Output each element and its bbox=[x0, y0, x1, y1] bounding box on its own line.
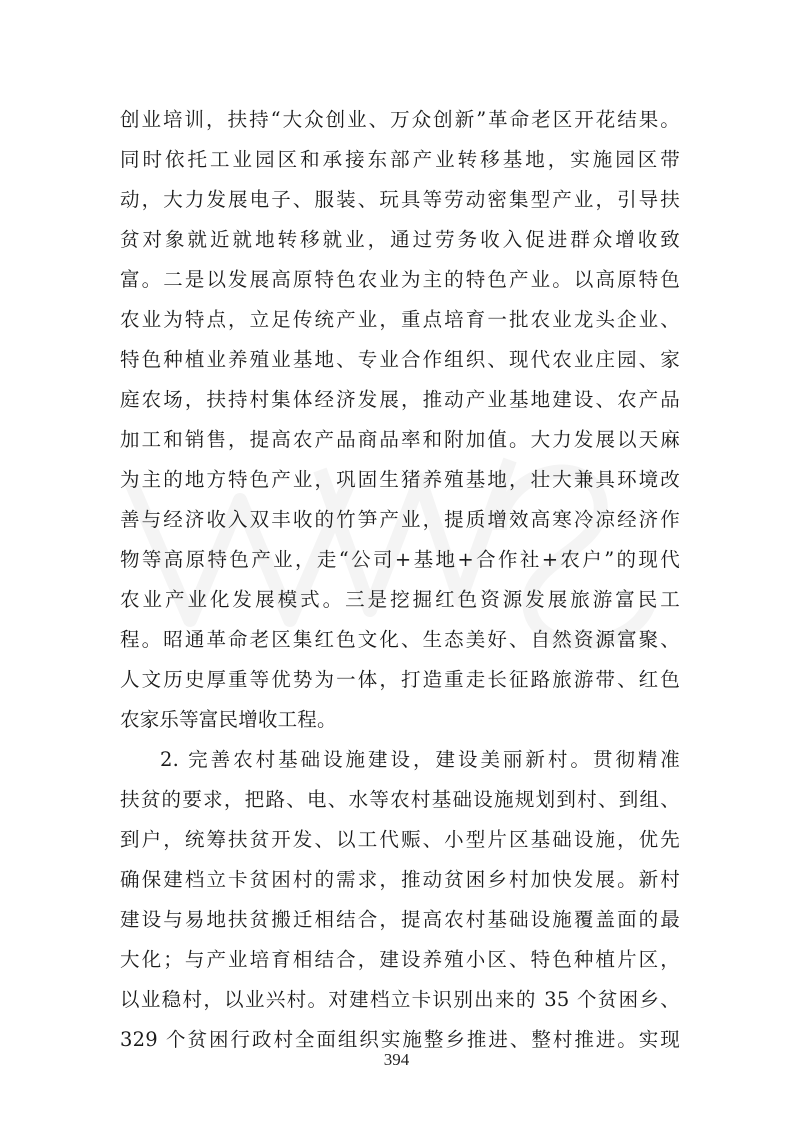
text-line: 扶贫的要求，把路、电、水等农村基础设施规划到村、到组、 bbox=[120, 788, 680, 811]
text-line: 动，大力发展电子、服装、玩具等劳动密集型产业，引导扶 bbox=[120, 188, 680, 211]
text-line: 确保建档立卡贫困村的需求，推动贫困乡村加快发展。新村 bbox=[120, 868, 680, 891]
text-line: 为主的地方特色产业，巩固生猪养殖基地，壮大兼具环境改 bbox=[120, 468, 680, 491]
text-line: 同时依托工业园区和承接东部产业转移基地，实施园区带 bbox=[120, 148, 680, 171]
text-line: 2. 完善农村基础设施建设，建设美丽新村。贯彻精准 bbox=[160, 748, 680, 771]
text-line: 创业培训，扶持“大众创业、万众创新”革命老区开花结果。 bbox=[120, 108, 680, 131]
text-line: 贫对象就近就地转移就业，通过劳务收入促进群众增收致 bbox=[120, 228, 680, 251]
text-line: 人文历史厚重等优势为一体，打造重走长征路旅游带、红色 bbox=[120, 668, 680, 691]
text-line: 329 个贫困行政村全面组织实施整乡推进、整村推进。实现 bbox=[120, 1028, 680, 1051]
text-line: 特色种植业养殖业基地、专业合作组织、现代农业庄园、家 bbox=[120, 348, 680, 371]
text-line: 农业为特点，立足传统产业，重点培育一批农业龙头企业、 bbox=[120, 308, 680, 331]
text-line: 富。二是以发展高原特色农业为主的特色产业。以高原特色 bbox=[120, 268, 680, 291]
text-line: 到户，统筹扶贫开发、以工代赈、小型片区基础设施，优先 bbox=[120, 828, 680, 851]
text-line: 加工和销售，提高农产品商品率和附加值。大力发展以天麻 bbox=[120, 428, 680, 451]
text-line: 农业产业化发展模式。三是挖掘红色资源发展旅游富民工 bbox=[120, 588, 680, 611]
text-line: 建设与易地扶贫搬迁相结合，提高农村基础设施覆盖面的最 bbox=[120, 908, 680, 931]
text-line: 程。昭通革命老区集红色文化、生态美好、自然资源富聚、 bbox=[120, 628, 680, 651]
text-line: 以业稳村，以业兴村。对建档立卡识别出来的 35 个贫困乡、 bbox=[120, 988, 680, 1011]
text-line: 庭农场，扶持村集体经济发展，推动产业基地建设、农产品 bbox=[120, 388, 680, 411]
text-line: 善与经济收入双丰收的竹笋产业，提质增效高寒冷凉经济作 bbox=[120, 508, 680, 531]
text-line: 农家乐等富民增收工程。 bbox=[120, 708, 337, 731]
page-number: 394 bbox=[383, 1050, 410, 1069]
body-text bbox=[120, 100, 680, 1060]
text-line: 物等高原特色产业，走“公司+基地+合作社+农户”的现代 bbox=[120, 548, 680, 571]
text-line: 大化；与产业培育相结合，建设养殖小区、特色种植片区， bbox=[120, 948, 680, 971]
